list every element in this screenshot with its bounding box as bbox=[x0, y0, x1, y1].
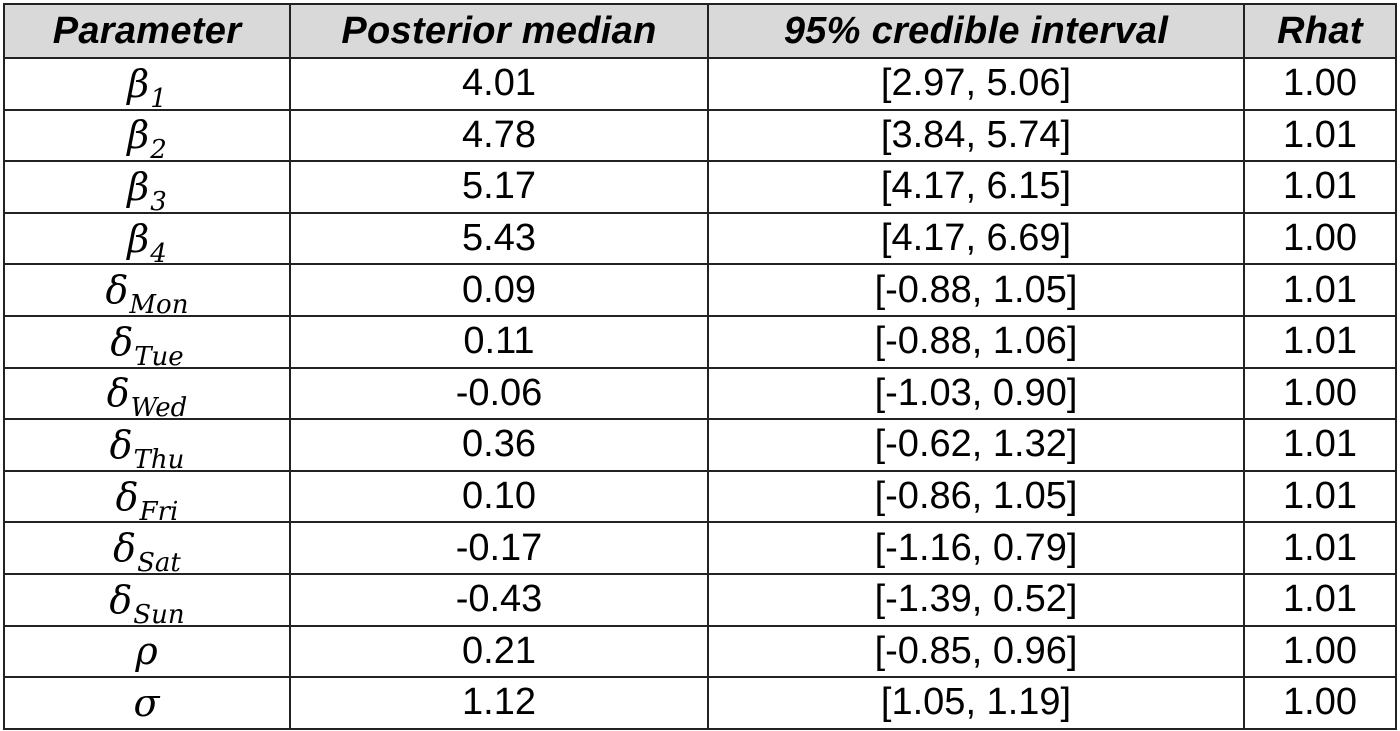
posterior-median-cell: 0.11 bbox=[290, 316, 708, 368]
parameter-symbol: σ bbox=[133, 680, 160, 725]
credible-interval-cell: [-0.62, 1.32] bbox=[708, 419, 1244, 471]
credible-interval-cell: [-1.39, 0.52] bbox=[708, 574, 1244, 626]
parameter-subscript: Tue bbox=[134, 341, 184, 372]
credible-interval-cell: [-1.03, 0.90] bbox=[708, 368, 1244, 420]
parameter-cell bbox=[4, 161, 290, 217]
parameter-subscript: 2 bbox=[150, 135, 167, 166]
rhat-cell: 1.01 bbox=[1244, 471, 1396, 523]
rhat-cell: 1.01 bbox=[1244, 522, 1396, 574]
credible-interval-cell: [4.17, 6.69] bbox=[708, 213, 1244, 265]
posterior-median-cell: 5.17 bbox=[290, 161, 708, 213]
header-row bbox=[4, 4, 1396, 58]
parameter-cell bbox=[4, 471, 290, 527]
rhat-cell: 1.01 bbox=[1244, 419, 1396, 471]
credible-interval-cell: [4.17, 6.15] bbox=[708, 161, 1244, 213]
parameter-symbol: β bbox=[127, 216, 150, 261]
table-row bbox=[4, 213, 1396, 265]
parameter-symbol: δ bbox=[109, 577, 133, 622]
rhat-cell: 1.00 bbox=[1244, 368, 1396, 420]
parameter-symbol: β bbox=[127, 61, 150, 106]
parameter-cell bbox=[4, 58, 290, 114]
credible-interval-cell: [-0.86, 1.05] bbox=[708, 471, 1244, 523]
parameter-cell bbox=[4, 626, 290, 678]
parameter-subscript: Fri bbox=[139, 496, 179, 527]
posterior-summary-table bbox=[3, 3, 1397, 730]
table-row bbox=[4, 161, 1396, 213]
header-parameter: Parameter bbox=[4, 4, 290, 58]
parameter-subscript: Thu bbox=[133, 444, 185, 475]
parameter-symbol: β bbox=[127, 113, 150, 158]
parameter-symbol: ρ bbox=[135, 629, 158, 674]
table-header bbox=[4, 4, 1396, 58]
table-row bbox=[4, 264, 1396, 316]
rhat-cell: 1.01 bbox=[1244, 110, 1396, 162]
table-row bbox=[4, 419, 1396, 471]
credible-interval-cell: [1.05, 1.19] bbox=[708, 677, 1244, 729]
parameter-cell bbox=[4, 368, 290, 424]
parameter-cell bbox=[4, 574, 290, 630]
header-rhat: Rhat bbox=[1244, 4, 1396, 58]
posterior-median-cell: 4.78 bbox=[290, 110, 708, 162]
posterior-median-cell: 0.09 bbox=[290, 264, 708, 316]
parameter-symbol: δ bbox=[110, 319, 134, 364]
table-row bbox=[4, 368, 1396, 420]
table-row bbox=[4, 471, 1396, 523]
parameter-subscript: 4 bbox=[150, 238, 167, 269]
parameter-cell bbox=[4, 419, 290, 475]
table-row bbox=[4, 316, 1396, 368]
parameter-subscript: Wed bbox=[130, 393, 188, 424]
table-row bbox=[4, 574, 1396, 626]
table-row bbox=[4, 110, 1396, 162]
parameter-symbol: δ bbox=[105, 268, 129, 313]
parameter-symbol: δ bbox=[109, 422, 133, 467]
parameter-subscript: Sun bbox=[133, 599, 185, 630]
credible-interval-cell: [3.84, 5.74] bbox=[708, 110, 1244, 162]
parameter-subscript: Sat bbox=[137, 548, 181, 579]
rhat-cell: 1.00 bbox=[1244, 213, 1396, 265]
table-row bbox=[4, 626, 1396, 678]
table-body bbox=[4, 58, 1396, 729]
posterior-median-cell: 0.21 bbox=[290, 626, 708, 678]
posterior-median-cell: 0.10 bbox=[290, 471, 708, 523]
posterior-median-cell: 5.43 bbox=[290, 213, 708, 265]
parameter-cell bbox=[4, 264, 290, 321]
posterior-median-cell: 0.36 bbox=[290, 419, 708, 471]
parameter-subscript: Mon bbox=[129, 290, 189, 321]
credible-interval-cell: [-0.88, 1.05] bbox=[708, 264, 1244, 316]
header-credible-interval: 95% credible interval bbox=[708, 4, 1244, 58]
rhat-cell: 1.01 bbox=[1244, 161, 1396, 213]
parameter-cell bbox=[4, 677, 290, 729]
credible-interval-cell: [-1.16, 0.79] bbox=[708, 522, 1244, 574]
table-row bbox=[4, 522, 1396, 574]
credible-interval-cell: [2.97, 5.06] bbox=[708, 58, 1244, 110]
table-row bbox=[4, 58, 1396, 110]
posterior-median-cell: -0.43 bbox=[290, 574, 708, 626]
parameter-symbol: δ bbox=[106, 371, 130, 416]
posterior-median-cell: -0.06 bbox=[290, 368, 708, 420]
parameter-subscript: 3 bbox=[150, 186, 167, 217]
parameter-symbol: δ bbox=[115, 474, 139, 519]
rhat-cell: 1.00 bbox=[1244, 626, 1396, 678]
parameter-cell bbox=[4, 213, 290, 269]
parameter-subscript: 1 bbox=[150, 83, 167, 114]
rhat-cell: 1.00 bbox=[1244, 58, 1396, 110]
header-posterior-median: Posterior median bbox=[290, 4, 708, 58]
credible-interval-cell: [-0.88, 1.06] bbox=[708, 316, 1244, 368]
posterior-median-cell: -0.17 bbox=[290, 522, 708, 574]
parameter-symbol: δ bbox=[113, 526, 137, 571]
results-table-container bbox=[3, 3, 1395, 730]
table-row bbox=[4, 677, 1396, 729]
parameter-cell bbox=[4, 522, 290, 579]
rhat-cell: 1.01 bbox=[1244, 264, 1396, 316]
posterior-median-cell: 4.01 bbox=[290, 58, 708, 110]
credible-interval-cell: [-0.85, 0.96] bbox=[708, 626, 1244, 678]
parameter-symbol: β bbox=[127, 164, 150, 209]
parameter-cell bbox=[4, 110, 290, 166]
rhat-cell: 1.00 bbox=[1244, 677, 1396, 729]
rhat-cell: 1.01 bbox=[1244, 316, 1396, 368]
posterior-median-cell: 1.12 bbox=[290, 677, 708, 729]
parameter-cell bbox=[4, 316, 290, 372]
rhat-cell: 1.01 bbox=[1244, 574, 1396, 626]
